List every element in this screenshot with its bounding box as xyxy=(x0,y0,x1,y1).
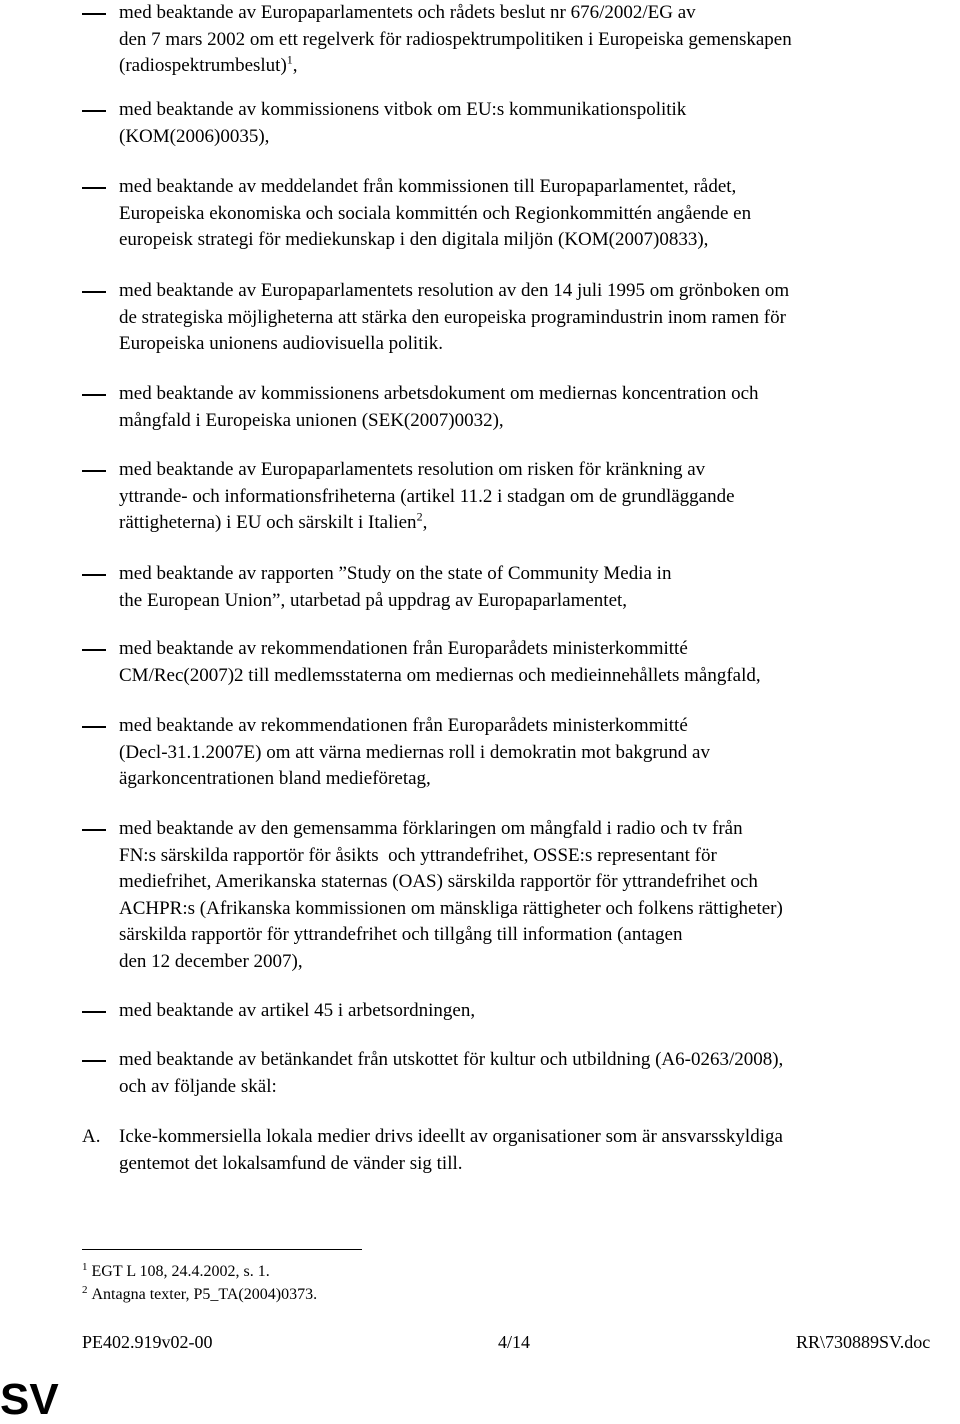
recital-text: Icke-kommersiella lokala medier drivs ideellt av organisationer som är ansvarsskyldiga gentemot det lokalsamfund de vänder sig till. xyxy=(119,1126,783,1174)
footer-file-name: RR\730889SV.doc xyxy=(796,1332,931,1352)
citation-text: med beaktande av Europaparlamentets resolution av den 14 juli 1995 om grönboken om de strategiska möjligheterna att stärka den europeiska programindustrin inom ramen för Europeiska unionens audiovisuella politik. xyxy=(119,280,790,354)
recital-label: A. xyxy=(82,1126,101,1147)
citation-clause-6 xyxy=(82,457,942,537)
citation-text: med beaktande av Europaparlamentets resolution om risken för kränkning av yttrande- och informationsfriheterna (artikel 11.2 i stadgan om de grundläggande rättigheterna) i EU och särskilt i Italien$^2$, xyxy=(119,459,735,533)
citation-clause-1 xyxy=(82,0,942,80)
citation-clause-4 xyxy=(82,278,942,358)
footnote-separator xyxy=(82,1249,362,1250)
citation-clause-5 xyxy=(82,381,942,434)
citation-text: med beaktande av betänkandet från utskottet för kultur och utbildning (A6-0263/2008), och av följande skäl: xyxy=(119,1049,784,1097)
citation-text: med beaktande av kommissionens vitbok om EU:s kommunikationspolitik (KOM(2006)0035), xyxy=(119,99,687,147)
citation-clause-2 xyxy=(82,97,942,150)
citation-clause-10 xyxy=(82,816,942,975)
footnote-ref[interactable]: 1 xyxy=(286,52,293,67)
citation-clause-8 xyxy=(82,636,942,689)
footnote-2: $^2$ Antagna texter, P5_TA(2004)0373. xyxy=(82,1283,318,1303)
citation-text: med beaktande av kommissionens arbetsdokument om mediernas koncentration och mångfald i Europeiska unionen (SEK(2007)0032), xyxy=(119,383,759,431)
citation-text: med beaktande av artikel 45 i arbetsordningen, xyxy=(119,1000,476,1021)
citation-text: med beaktande av meddelandet från kommissionen till Europaparlamentet, rådet, Europeiska ekonomiska och sociala kommittén och Regionkommittén angående en europeisk strategi för mediekunskap i den digitala miljön (KOM(2007)0833), xyxy=(119,176,752,250)
recital-a xyxy=(82,1124,942,1177)
language-code: SV xyxy=(0,1375,59,1424)
footnote-1: $^1$ EGT L 108, 24.4.2002, s. 1. xyxy=(82,1260,270,1280)
citation-text: med beaktande av Europaparlamentets och rådets beslut nr 676/2002/EG av den 7 mars 2002 om ett regelverk för radiospektrumpolitiken i Europeiska gemenskapen (radiospektrumbeslut)$^1$, xyxy=(119,2,792,76)
citation-text: med beaktande av rekommendationen från Europarådets ministerkommitté CM/Rec(2007)2 till medlemsstaterna om mediernas och medieinnehållets mångfald, xyxy=(119,638,761,686)
citation-clause-7 xyxy=(82,561,942,614)
footnote-ref[interactable]: 2 xyxy=(416,509,423,524)
citation-text: med beaktande av den gemensamma förklaringen om mångfald i radio och tv från FN:s särskilda rapportör för åsikts och yttrandefrihet, OSSE:s representant för mediefrihet, Amerikanska staternas (OAS) särskilda rapportör för yttrandefrihet och ACHPR:s (Afrikanska kommissionen om mänskliga rättigheter och folkens rättigheter) särskilda rapportör för yttrandefrihet och tillgång till information (antagen den 12 december 2007), xyxy=(119,818,783,972)
citation-text: med beaktande av rapporten ”Study on the state of Community Media in the European Union”, utarbetad på uppdrag av Europaparlamentet, xyxy=(119,563,672,611)
citation-clause-12 xyxy=(82,1047,942,1100)
citation-clause-11 xyxy=(82,998,942,1025)
citation-text: med beaktande av rekommendationen från Europarådets ministerkommitté (Decl-31.1.2007E) om att värna mediernas roll i demokratin mot bakgrund av ägarkoncentrationen bland medieföretag, xyxy=(119,715,710,789)
footer-doc-ref: PE402.919v02-00 xyxy=(82,1332,213,1352)
citation-clause-3 xyxy=(82,174,942,254)
citation-clause-9 xyxy=(82,713,942,793)
footer-page-number: 4/14 xyxy=(498,1332,531,1352)
